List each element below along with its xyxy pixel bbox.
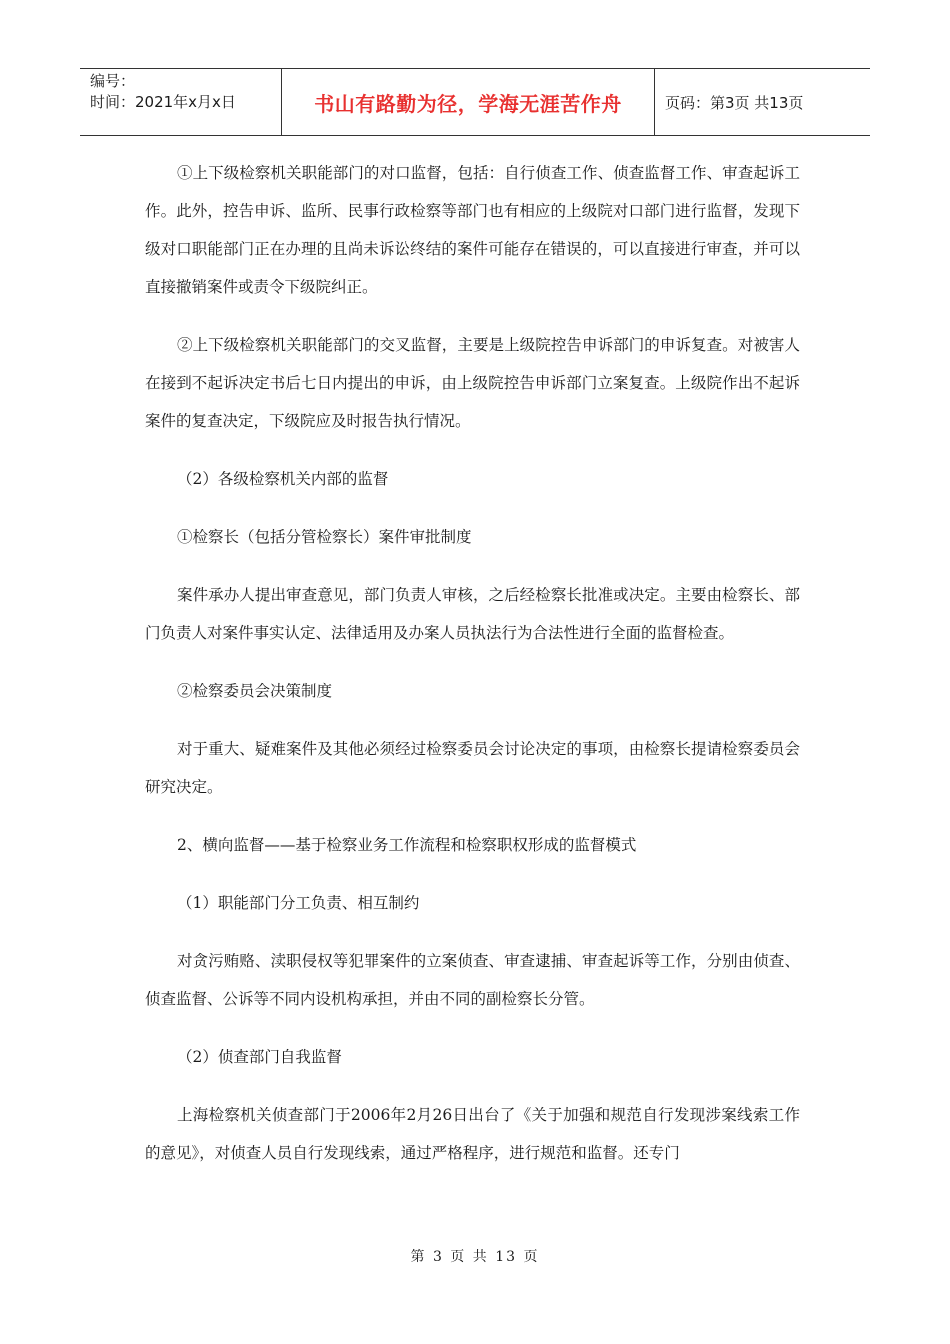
header-motto-cell xyxy=(282,69,655,135)
header-meta xyxy=(80,69,282,135)
header-page-cell xyxy=(655,69,870,135)
paragraph: ②上下级检察机关职能部门的交叉监督，主要是上级院控告申诉部门的申诉复查。对被害人在接到不起诉决定书后七日内提出的申诉，由上级院控告申诉部门立案复查。上级院作出不起诉案件的复查决定，下级院应及时报告执行情况。 xyxy=(145,336,800,430)
paragraph: 对于重大、疑难案件及其他必须经过检察委员会讨论决定的事项，由检察长提请检察委员会研究决定。 xyxy=(145,740,800,796)
document-number: 编号： xyxy=(90,72,136,90)
header-page-number: 页码：第3页 共13页 xyxy=(665,93,804,112)
section-heading: （2）侦查部门自我监督 xyxy=(177,1048,342,1066)
page-footer: 第 3 页 共 13 页 xyxy=(410,1249,540,1265)
document-body xyxy=(145,154,800,1192)
paragraph: 案件承办人提出审查意见，部门负责人审核，之后经检察长批准或决定。主要由检察长、部门负责人对案件事实认定、法律适用及办案人员执法行为合法性进行全面的监督检查。 xyxy=(145,586,800,642)
section-heading: 2、横向监督——基于检察业务工作流程和检察职权形成的监督模式 xyxy=(177,836,637,854)
subsection-heading: ①检察长（包括分管检察长）案件审批制度 xyxy=(177,528,472,546)
section-heading: （1）职能部门分工负责、相互制约 xyxy=(177,894,420,912)
paragraph: 对贪污贿赂、渎职侵权等犯罪案件的立案侦查、审查逮捕、审查起诉等工作，分别由侦查、侦查监督、公诉等不同内设机构承担，并由不同的副检察长分管。 xyxy=(145,952,800,1008)
paragraph: ①上下级检察机关职能部门的对口监督，包括：自行侦查工作、侦查监督工作、审查起诉工作。此外，控告申诉、监所、民事行政检察等部门也有相应的上级院对口部门进行监督，发现下级对口职能部门正在办理的且尚未诉讼终结的案件可能存在错误的，可以直接进行审查，并可以直接撤销案件或责令下级院纠正。 xyxy=(145,164,800,296)
paragraph: 上海检察机关侦查部门于2006年2月26日出台了《关于加强和规范自行发现涉案线索工作的意见》，对侦查人员自行发现线索，通过严格程序，进行规范和监督。还专门 xyxy=(145,1106,800,1162)
subsection-heading: ②检察委员会决策制度 xyxy=(177,682,333,700)
document-date: 时间：2021年x月x日 xyxy=(90,93,236,111)
page-header xyxy=(80,68,870,136)
header-motto: 书山有路勤为径，学海无涯苦作舟 xyxy=(314,91,622,116)
section-heading: （2）各级检察机关内部的监督 xyxy=(177,470,389,488)
